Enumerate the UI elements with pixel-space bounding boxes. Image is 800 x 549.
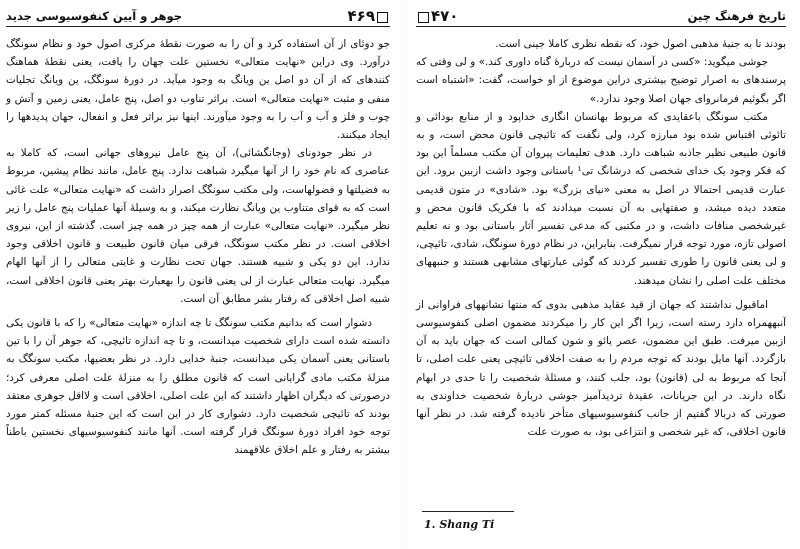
footnote: 1. Shang Ti bbox=[424, 518, 495, 531]
running-title: تاریخ فرهنگ چین bbox=[687, 9, 786, 23]
paragraph: اماقبول نداشتند که جهان از قید عقاید مذهبی بدوی که منتها نشانههای فراوانی از آنبههمراه دارد رسته است، زیرا اگر این کار را میکردند مضمون اصلی کنفوسیوسی ازبین میرفت. طبق این مضمون، عصر یائو و شون کمالی است که جهان باید به آن بازگردد. آنها مایل بودند که توجه مردم را به صفت اخلاقی تائیچی یعنی علت اصلی، تا آنجا که مربوط به لی (قانون) بود، جلب کنند، و مسئلهٔ شخصیت را تا حدی در ابهام نگاه دارند. در این جریانات، عقیدهٔ تردیدآمیز جوشی دربارهٔ شخصیت خداوندی به صورتی که دربالا گفتیم از جانب کنفوسیوسیهای متأخر نادیده گرفته شد. در نظر آنها قانون اخلاقی، که غیر شخصی و انتزاعی بود، به صورت علت bbox=[416, 298, 786, 439]
page-number: ۴۷۰ bbox=[416, 7, 458, 25]
book-gutter bbox=[400, 0, 408, 549]
paragraph: در نظر جودونای (وجانگشائی)، آن پنج عامل نیروهای جهانی است، که کاملا به عناصری که نام خود را از آنها میگیرد شباهت ندارد. پنج عامل، مانند نظام پیشین، مربوط به فضیلتها و فضولهاست، ولی مکتب سونگگ اصرار داشت که «نهایت متعالی» علت غائی است که به قوای متناوب ین ویانگ نظارت میکند، و به وسیلهٔ آنها عملیات پنج عامل را زیر نظر میگیرد. «نهایت متعالی» عبارت از همه چیز در همه چیز است. گذشته از این، نیروی اخلاقی است. در نظر مکتب سونگگ، فرقی میان قانون طبیعت و قانون اخلاقی وجود ندارد. این دو یکی و شبیه هستند. جهان تحت نظارت و غایتی متعالی را از آنها الهام میگیرد. نهایت متعالی عبارت از لی یعنی قانون را بهعبارت بهتر یعنی قانون اخلاقی است، شبیه اصل اخلاقی که رفتار بشر مطابق آن است. bbox=[6, 147, 390, 305]
box-ornament-icon bbox=[418, 12, 429, 23]
page-header bbox=[416, 6, 786, 27]
page-body bbox=[416, 35, 786, 441]
paragraph: مکتب سونگگ باعقایدی که مربوط بهانسان انگاری خداپود و از منابع بودائی و تائوئی اقتباس شده بود مبارزه کرد، ولی نگفت که تائیچی قانون محض است، و به قانون طبیعی نظیر جاذبه شباهت دارد. هدف تعلیمات پیروان آن مکتب مسلماً این بود که فکر وجود یک خدای شخصی که درشانگ تی¹ باستانی وجود داشت ازبین برود. این عبارت قدیمی احتمالا در اصل به معنی «نیای بزرگ» بود. «شادی» در متون قدیمی متعدد دیده میشد، و صفتهایی به آن نسبت میدادند که با فکریک قانون محض و غیرشخصی منافات داشت، و در مکتبی که مدعی تفسیر آثار باستانی بود و نه تعلیم اصولی تازه، مورد توجه قرار نمیگرفت. بنابراین، در نظام دورهٔ سونگگ، شادی، تائیچی، و لی یعنی قانون را طوری تفسیر کردند که گوئی عبارتهای مشابهی هستند و جنبههای مختلف علت اصلی را نشان میدهند. bbox=[416, 110, 786, 287]
paragraph: دشوار است که بدانیم مکتب سونگگ تا چه اندازه «نهایت متعالی» را که با قانون یکی دانسته شده است دارای شخصیت میدانست، و تا چه اندازه تائیچی، که جوهر آن را با تین باستانی یعنی آسمان یکی میدانست، جنبهٔ خدایی دارد. در نظر بعضیها، مکتب سونگگ به منزلهٔ مکتب مادی گرایانی است که قانون مطلق را به منزلهٔ علت اصلی معرفی کرد؛ درصورتی که دیگران اظهار داشتند که این علت اصلی، اخلاقی است و لااقل جوهری معتقد بودند که تائیچی شخصیت دارد. دشواری کار در این است که این جنبهٔ مسئله کمتر مورد توجه خود افراد دورهٔ سونگگ قرار گرفته است. آنها مانند کنفوسیوسیهای نخستین باطناً بیشتر به رفتار و علم اخلاق علاقهمند bbox=[6, 317, 390, 457]
footnote-rule bbox=[422, 511, 514, 512]
left-page bbox=[408, 0, 800, 549]
page-header bbox=[6, 6, 390, 27]
running-title: جوهر و آیین کنفوسیوسی جدید bbox=[6, 9, 183, 23]
paragraph: جو دوئای از آن استفاده کرد و آن را به صورت نقطهٔ مرکزی اصول خود و نظام سونگگ درآورد. وی دراین «نهایت متعالی» نخستین علت جهان را یافت، یعنی نقطهٔ هماهنگ کنندهای که از آن دو اصل ین ویانگ به وجود میآید. در دورهٔ سونگگ، ین ویانگ تجلیات منفی و مثبت «نهایت متعالی» است. براثر تناوب دو اصل، پنج عامل، یعنی زمین و آتش و چوب و فلز و آب و آب را به وجود میآورند. اینها نیز براثر فعل و انفعال، جهان پدیدهها را ایجاد میکنند. bbox=[6, 38, 390, 142]
paragraph: بودند تا به جنبهٔ مذهبی اصول خود، که نقطه نظری کاملا جینی است. bbox=[495, 38, 786, 50]
paragraph: جوشی میگوید: «کسی در آسمان نیست که دربارهٔ گناه داوری کند.» و لی وقتی که پرسندهای به اصرار توضیح بیشتری دراین موضوع از او خواست، گفت: «اشتباه است اگر بگوئیم فرمانروای جهان اصلا وجود ندارد.» bbox=[416, 56, 786, 105]
page-number: ۴۶۹ bbox=[348, 7, 390, 25]
box-ornament-icon bbox=[377, 12, 388, 23]
page-body bbox=[6, 35, 390, 460]
